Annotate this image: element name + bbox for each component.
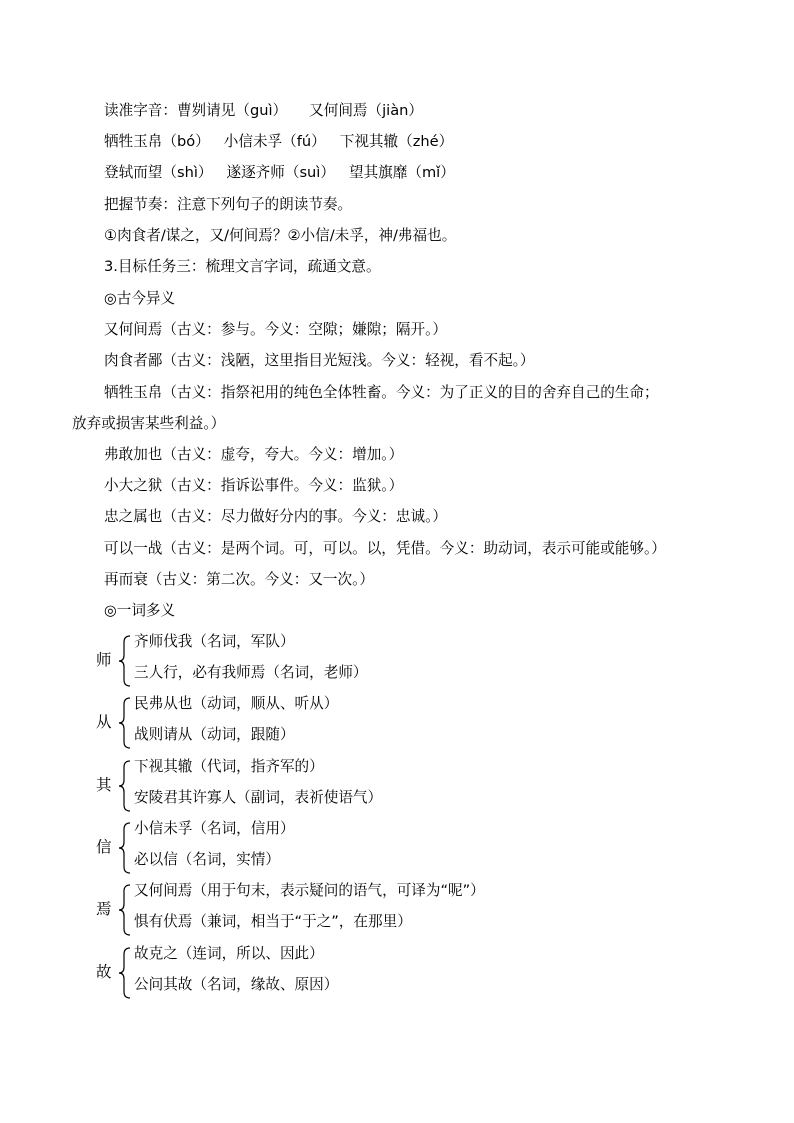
- polysemy-char: 师: [96, 651, 112, 669]
- gujin-item: 肉食者鄙（古义：浅陋，这里指目光短浅。今义：轻视，看不起。）: [104, 352, 535, 369]
- polysemy-char: 焉: [96, 900, 112, 918]
- brace-icon: [118, 634, 132, 688]
- pron-item: 小信未孚（fú）: [223, 133, 326, 150]
- gujin-item: 小大之狱（古义：指诉讼事件。今义：监狱。）: [104, 477, 404, 494]
- polysemy-meaning-2: 惧有伏焉（兼词，相当于“于之”，在那里）: [134, 913, 412, 930]
- section-heading-polysemy: ◎一词多义: [104, 602, 176, 619]
- brace-icon: [118, 696, 132, 750]
- polysemy-char: 从: [96, 713, 112, 731]
- polysemy-meaning-1: 又何间焉（用于句末，表示疑问的语气，可译为“呢”）: [134, 882, 485, 899]
- polysemy-entry-gu: [96, 944, 736, 1002]
- polysemy-entry-qi: [96, 757, 736, 815]
- gujin-item: 牺牲玉帛（古义：指祭祀用的纯色全体牲畜。今义：为了正义的目的舍弃自己的生命；: [104, 384, 659, 401]
- gujin-item: 又何间焉（古义：参与。今义：空隙；嫌隙；隔开。）: [104, 321, 447, 338]
- brace-icon: [118, 821, 132, 875]
- brace-icon: [118, 946, 132, 1000]
- polysemy-meaning-2: 必以信（名词，实情）: [134, 851, 280, 868]
- polysemy-meaning-1: 小信未孚（名词，信用）: [134, 820, 295, 837]
- brace-icon: [118, 759, 132, 813]
- pron-item: 又何间焉（jiàn）: [309, 102, 423, 119]
- polysemy-entry-xin: [96, 819, 736, 877]
- gujin-item: 忠之属也（古义：尽力做好分内的事。今义：忠诚。）: [104, 508, 447, 525]
- polysemy-meaning-2: 公问其故（名词，缘故、原因）: [134, 976, 339, 993]
- rhythm-example: ①肉食者/谋之，又/何间焉？②小信/未孚，神/弗福也。: [104, 227, 457, 244]
- polysemy-meaning-1: 下视其辙（代词，指齐军的）: [134, 758, 324, 775]
- polysemy-meaning-1: 齐师伐我（名词，军队）: [134, 633, 295, 650]
- pronunciation-label: 读准字音：: [104, 102, 177, 119]
- pron-item: 下视其辙（zhé）: [339, 133, 454, 150]
- polysemy-entry-yan: [96, 881, 736, 939]
- rhythm-title: 把握节奏：注意下列句子的朗读节奏。: [104, 196, 353, 213]
- polysemy-char: 故: [96, 963, 112, 981]
- polysemy-meaning-1: 故克之（连词，所以、因此）: [134, 945, 324, 962]
- pron-item: 曹刿请见（guì）: [176, 102, 288, 119]
- polysemy-char: 其: [96, 776, 112, 794]
- polysemy-char: 信: [96, 838, 112, 856]
- gujin-item: 弗敢加也（古义：虚夸，夸大。今义：增加。）: [104, 446, 404, 463]
- polysemy-entry-cong: [96, 694, 736, 752]
- polysemy-meaning-2: 战则请从（动词，跟随）: [134, 726, 295, 743]
- gujin-item-continued: 放弃或损害某些利益。）: [72, 415, 226, 432]
- gujin-item: 可以一战（古义：是两个词。可，可以。以，凭借。今义：助动词，表示可能或能够。）: [104, 540, 666, 557]
- pron-item: 登轼而望（shì）: [104, 164, 213, 181]
- pron-item: 牺牲玉帛（bó）: [104, 133, 210, 150]
- polysemy-entry-shi: [96, 632, 736, 690]
- section-heading-gujin: ◎古今异义: [104, 290, 176, 307]
- pron-item: 望其旗靡（mǐ）: [348, 164, 455, 181]
- pronunciation-line-1: [104, 101, 423, 121]
- polysemy-meaning-2: 安陵君其许寡人（副词，表祈使语气）: [134, 789, 383, 806]
- brace-icon: [118, 883, 132, 937]
- pronunciation-line-2: [104, 132, 453, 152]
- gujin-item: 再而衰（古义：第二次。今义：又一次。）: [104, 571, 374, 588]
- polysemy-meaning-2: 三人行，必有我师焉（名词，老师）: [134, 664, 368, 681]
- pronunciation-line-3: [104, 163, 455, 183]
- polysemy-meaning-1: 民弗从也（动词，顺从、听从）: [134, 695, 339, 712]
- pron-item: 遂逐齐师（suì）: [226, 164, 335, 181]
- task-heading: 3.目标任务三：梳理文言字词，疏通文意。: [104, 258, 381, 275]
